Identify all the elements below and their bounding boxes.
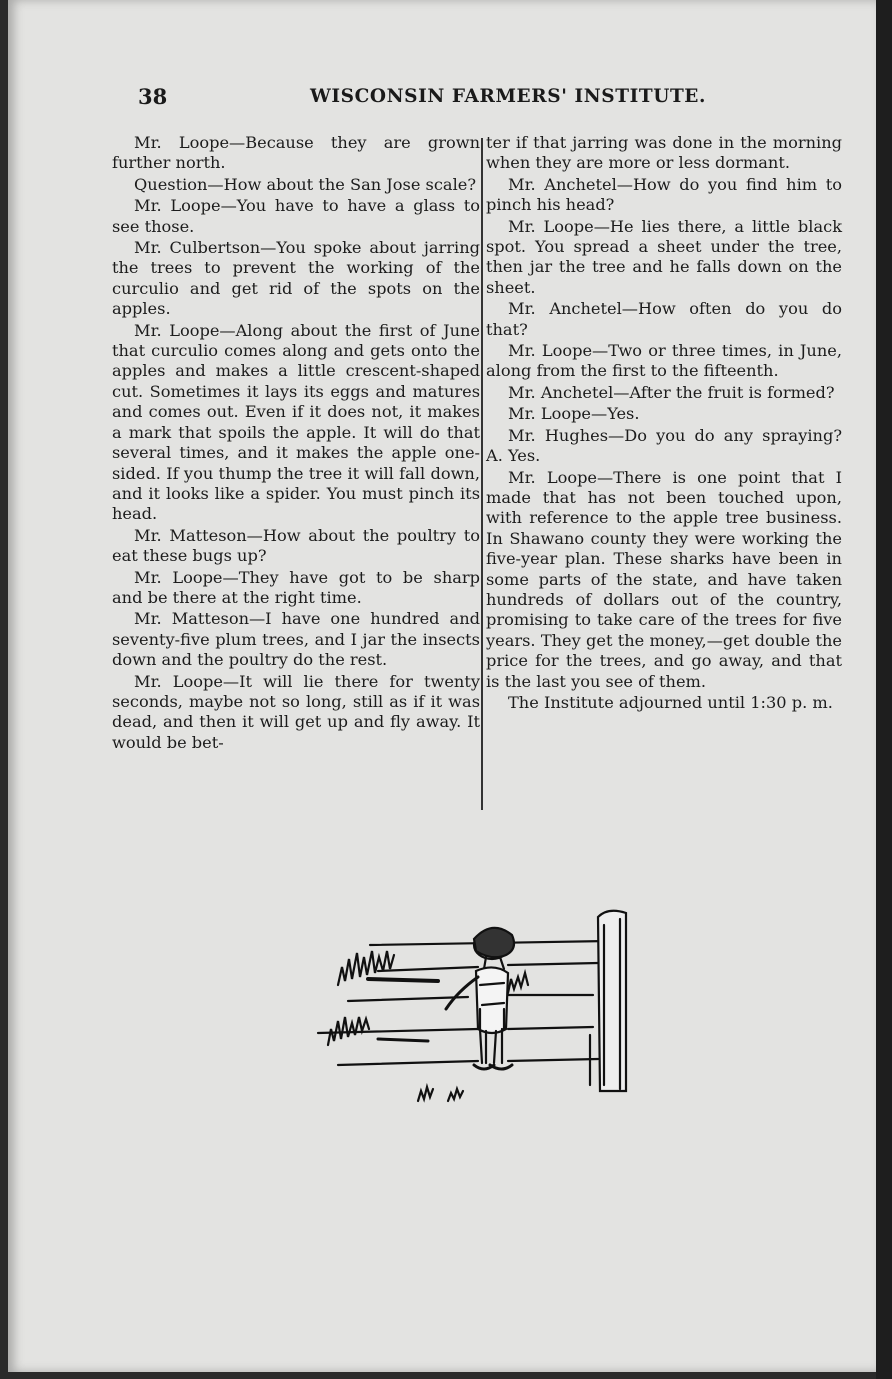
paragraph: Mr. Anchetel—How do you find him to pinch his head? [486, 174, 842, 215]
paragraph: Mr. Culbertson—You spoke about jarring the trees to prevent the working of the curculio and get rid of the spots on the apples. [112, 238, 480, 319]
boy-at-fence-illustration [308, 905, 638, 1110]
paragraph: Mr. Loope—Two or three times, in June, along from the first to the fifteenth. [486, 341, 842, 381]
running-title: WISCONSIN FARMERS' INSTITUTE. [310, 86, 707, 107]
paragraph: Mr. Loope—He lies there, a little black spot. You spread a sheet under the tree, then jar the tree and he falls down on the sheet. [486, 216, 842, 297]
paragraph: Mr. Loope—Yes. [508, 404, 640, 424]
paragraph: Question—How about the San Jose scale? [134, 174, 477, 194]
page-number: 38 [138, 84, 168, 109]
paragraph: Mr. Loope—Because they are grown further north. [112, 133, 480, 173]
book-page [8, 0, 876, 1372]
paragraph: The Institute adjourned until 1:30 p. m. [508, 692, 833, 712]
right-column [486, 133, 842, 713]
paragraph: Mr. Hughes—Do you do any spraying? A. Yes. [486, 425, 842, 466]
page-header [8, 84, 876, 114]
paragraph: Mr. Loope—You have to have a glass to see those. [112, 196, 480, 236]
paragraph: Mr. Loope—It will lie there for twenty seconds, maybe not so long, still as if it was dead, and then it will get up and fly away. It would be bet- [112, 671, 480, 752]
paragraph: Mr. Loope—They have got to be sharp and be there at the right time. [112, 567, 480, 607]
paragraph: Mr. Loope—Along about the first of June that curculio comes along and gets onto the apples and makes a little crescent-shaped cut. Sometimes it lays its eggs and matures and comes out. Even if it does not, it makes a mark that spoils the apple. It will do that several times, and it makes the apple one-sided. If you thump the tree it will fall down, and it looks like a spider. You must pinch its head. [112, 320, 480, 524]
page-edge [876, 0, 892, 1379]
paragraph-continuation: ter if that jarring was done in the morning when they are more or less dormant. [486, 133, 842, 173]
paragraph: Mr. Loope—There is one point that I made that has not been touched upon, with reference to the apple tree business. In Shawano county they were working the five-year plan. These sharks have been in some parts of the state, and have taken hundreds of dollars out of the country, promising to take care of the trees for five years. They get the money,—get double the price for the trees, and go away, and that is the last you see of them. [486, 467, 842, 691]
left-column [112, 133, 480, 753]
paragraph: Mr. Matteson—How about the poultry to eat these bugs up? [112, 525, 480, 566]
column-divider [481, 138, 483, 810]
paragraph: Mr. Anchetel—How often do you do that? [486, 299, 842, 339]
paragraph: Mr. Matteson—I have one hundred and seventy-five plum trees, and I jar the insects down and the poultry do the rest. [112, 609, 480, 670]
paragraph: Mr. Anchetel—After the fruit is formed? [508, 382, 835, 402]
